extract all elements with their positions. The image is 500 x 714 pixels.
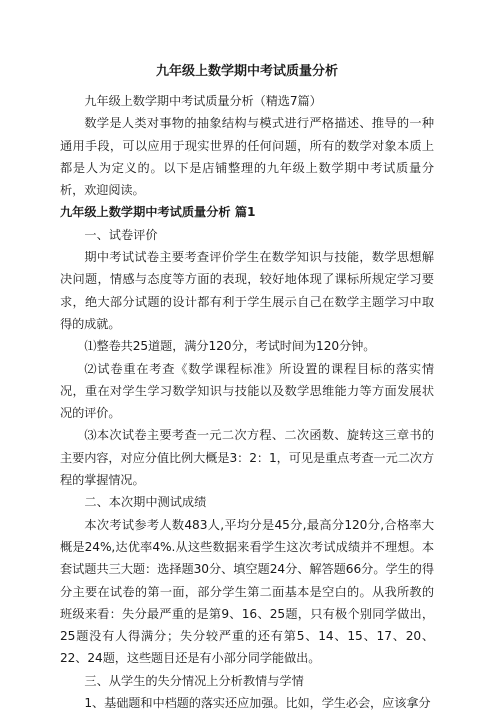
section1-paragraph-3: ⑵试卷重在考查《数学课程标准》所设置的课程目标的落实情况，重在对学生学习数学知识与技能以及数学思维能力等方面发展状况的评价。	[60, 361, 434, 421]
section1-paragraph-4: ⑶本次试卷主要考查一元二次方程、二次函数、旋转这三章书的主要内容，对应分值比例大概是3：2：1，可见是重点考查一元二次方程的掌握情况。	[60, 428, 434, 488]
section2-title: 二、本次期中测试成绩	[84, 495, 207, 510]
section1-paragraph-1: 期中考试试卷主要考查评价学生在数学知识与技能，数学思想解决问题，情感与态度等方面的表现，较好地体现了课标所规定学习要求，绝大部分试题的设计都有利于学生展示自己在数学主题学习中取得的成就。	[60, 250, 434, 331]
section3-title: 三、从学生的失分情况上分析教情与学情	[84, 673, 304, 688]
document-subtitle: 九年级上数学期中考试质量分析（精选7篇）	[84, 94, 322, 108]
section2-paragraph-1: 本次考试参考人数483人,平均分是45分,最高分120分,合格率大概是24%,达优率4%.从这些数据来看学生这次考试成绩并不理想。本套试题共三大题：选择题30分、填空题24分、解答题66分。学生的得分主要在试卷的第一面，部分学生第二面基本是空白的。从我所教的班级来看：失分最严重的是第9、16、25题，只有极个别同学做出，25题没有人得满分；失分较严重的还有第5、14、15、17、20、22、24题，这些题目还是有小部分同学能做出。	[60, 517, 434, 666]
section1-title: 一、试卷评价	[84, 227, 158, 242]
document-title: 九年级上数学期中考试质量分析	[155, 64, 338, 79]
section3-paragraph-1: 1、基础题和中档题的落实还应加强。比如，学生必会，应该拿分	[84, 696, 431, 711]
intro-paragraph: 数学是人类对事物的抽象结构与模式进行严格描述、推导的一种通用手段，可以应用于现实世界的任何问题，所有的数学对象本质上都是人为定义的。以下是店铺整理的九年级上数学期中考试质量分析，欢迎阅读。	[60, 116, 434, 198]
section1-paragraph-2: ⑴整卷共25道题，满分120分，考试时间为120分钟。	[84, 339, 376, 354]
part1-heading: 九年级上数学期中考试质量分析 篇1	[60, 205, 256, 220]
